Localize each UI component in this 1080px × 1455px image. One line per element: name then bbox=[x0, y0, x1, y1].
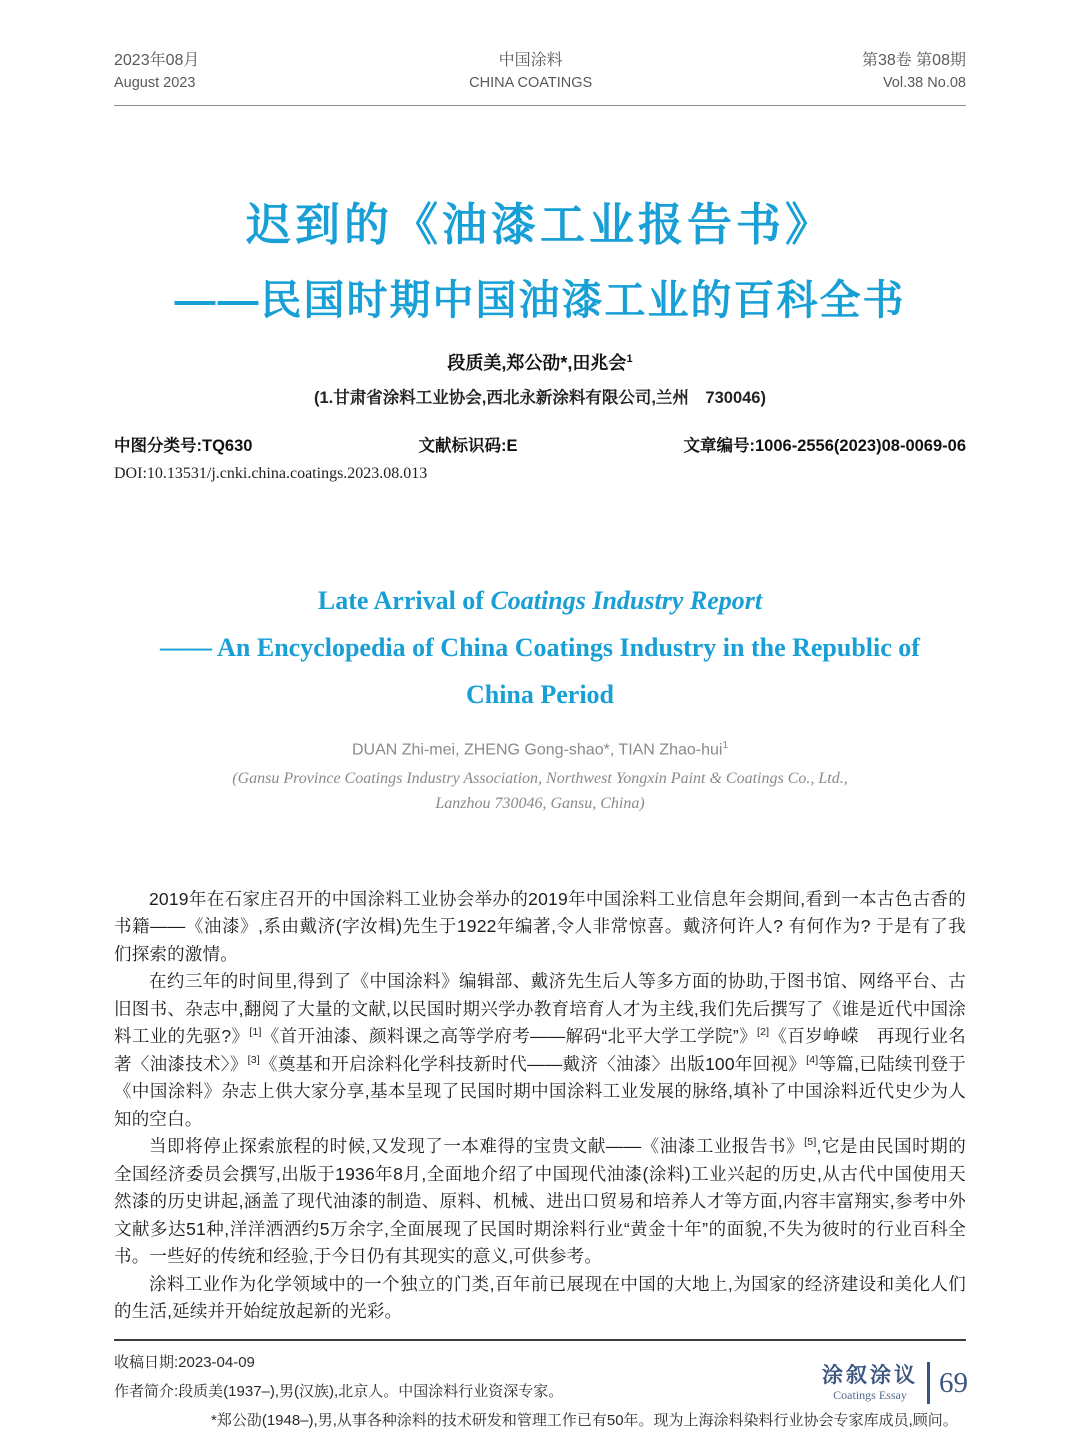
affiliation-en-line2: Lanzhou 730046, Gansu, China) bbox=[435, 794, 645, 812]
footnote-divider bbox=[114, 1339, 966, 1341]
citation-ref-4: [4] bbox=[806, 1054, 819, 1067]
header-date-cn: 2023年08月 bbox=[114, 52, 200, 69]
affiliation-cn: (1.甘肃省涂料工业协会,西北永新涂料有限公司,兰州 730046) bbox=[314, 388, 766, 407]
body-paragraph-2 bbox=[114, 968, 966, 1133]
header-issue-en: Vol.38 No.08 bbox=[882, 75, 966, 91]
header-date bbox=[114, 50, 199, 94]
header-journal-en: CHINA COATINGS bbox=[469, 75, 593, 91]
header-journal-cn: 中国涂料 bbox=[498, 52, 563, 69]
p3-seg2: ,它是由民国时期的全国经济委员会撰写,出版于1936年8月,全面地介绍了中国现代油漆(涂料)工业兴起的历史,从古代中国使用天然漆的历史讲起,涵盖了现代油漆的制造、原料、机械、进出口贸易和培养人才等方面,内容丰富翔实,参考中外文献多达51种,洋洋洒洒约5万余字,全面展现了民国时期涂料行业“黄金十年”的面貌,不失为彼时的行业百科全书。一些好的传统和经验,于今日仍有其现实的意义,可供参考。 bbox=[114, 1136, 966, 1267]
footer-section-en: Coatings Essay bbox=[833, 1387, 907, 1402]
meta-article-no: 文章编号:1006-2556(2023)08-0069-06 bbox=[683, 436, 966, 455]
affiliation-en-line1: (Gansu Province Coatings Industry Association, Northwest Yongxin Paint & Coatings Co., Ltd., bbox=[232, 769, 848, 787]
journal-running-head bbox=[114, 0, 966, 94]
page-number: 69 bbox=[939, 1366, 968, 1399]
authors-cn-sup: 1 bbox=[626, 352, 633, 365]
p2-seg5: 等篇,已陆续刊登于《中国涂料》杂志上供大家分享,基本呈现了民国时期中国涂料工业发展的脉络,填补了中国涂料近代史少为人知的空白。 bbox=[114, 1053, 966, 1129]
footer-divider-bar bbox=[927, 1362, 930, 1404]
header-issue-cn: 第38卷 第08期 bbox=[861, 52, 966, 69]
p2-seg1: 在约三年的时间里,得到了《中国涂料》编辑部、戴济先生后人等多方面的协助,于图书馆、网络平台、古旧图书、杂志中,翻阅了大量的文献,以民国时期兴学办教育培育人才为主线,我们先后撰写了《谁是近代中国涂料工业的先驱?》 bbox=[114, 971, 966, 1047]
citation-ref-5: [5] bbox=[804, 1136, 817, 1149]
authors-en-names: DUAN Zhi-mei, ZHENG Gong-shao*, TIAN Zhao-hui bbox=[351, 740, 723, 758]
authors-en-sup: 1 bbox=[722, 739, 729, 751]
article-title-cn-line2: ——民国时期中国油漆工业的百科全书 bbox=[174, 276, 906, 323]
authors-cn bbox=[114, 349, 966, 375]
header-issue bbox=[862, 50, 966, 94]
meta-doc-code: 文献标识码:E bbox=[418, 436, 518, 455]
p2-seg4: 《奠基和开启涂料化学科技新时代——戴济〈油漆〉出版100年回视》 bbox=[259, 1053, 807, 1074]
citation-ref-3: [3] bbox=[247, 1054, 260, 1067]
article-title-en-line1 bbox=[114, 577, 966, 624]
article-title-en bbox=[114, 577, 966, 718]
footnote-author-bio-1: 作者简介:段质美(1937–),男(汉族),北京人。中国涂料行业资深专家。 bbox=[114, 1382, 564, 1400]
footnote-received-date: 收稿日期:2023-04-09 bbox=[114, 1353, 255, 1371]
footnote-author-bio-2: *郑公劭(1948–),男,从事各种涂料的技术研发和管理工作已有50年。现为上海涂料染料行业协会专家库成员,顾问。 bbox=[211, 1411, 958, 1429]
citation-ref-1: [1] bbox=[249, 1026, 262, 1039]
header-journal-name bbox=[469, 50, 592, 94]
article-meta-row bbox=[114, 432, 966, 456]
meta-clc: 中图分类号:TQ630 bbox=[114, 436, 253, 455]
title-en-regular: Late Arrival of bbox=[317, 585, 491, 615]
p2-seg3: 《百岁峥嵘 再现行业名著〈油漆技术〉》 bbox=[114, 1026, 966, 1074]
header-date-en: August 2023 bbox=[114, 75, 196, 91]
footer-section-cn: 涂叙涂议 bbox=[822, 1363, 918, 1387]
article-body bbox=[114, 886, 966, 1326]
authors-en bbox=[114, 740, 966, 759]
title-en-italic: Coatings Industry Report bbox=[490, 585, 763, 615]
doi: DOI:10.13531/j.cnki.china.coatings.2023.08.013 bbox=[114, 464, 428, 482]
body-paragraph-3 bbox=[114, 1133, 966, 1271]
article-title-en-line3: China Period bbox=[465, 679, 615, 709]
article-title-en-line2: —— An Encyclopedia of China Coatings Industry in the Republic of bbox=[160, 632, 920, 662]
body-paragraph-4: 涂料工业作为化学领域中的一个独立的门类,百年前已展现在中国的大地上,为国家的经济建设和美化人们的生活,延续并开始绽放起新的光彩。 bbox=[114, 1273, 966, 1322]
footer-section bbox=[822, 1364, 918, 1403]
article-title-cn-line1: 迟到的《油漆工业报告书》 bbox=[245, 199, 834, 250]
header-divider bbox=[114, 105, 966, 106]
citation-ref-2: [2] bbox=[756, 1026, 770, 1039]
affiliation-en bbox=[114, 766, 966, 816]
authors-cn-names: 段质美,郑公劭*,田兆会 bbox=[447, 352, 627, 373]
body-paragraph-1: 2019年在石家庄召开的中国涂料工业协会举办的2019年中国涂料工业信息年会期间,看到一本古色古香的书籍——《油漆》,系由戴济(字汝楫)先生于1922年编著,令人非常惊喜。戴济何许人? 有何作为? 于是有了我们探索的激情。 bbox=[114, 888, 966, 964]
article-title-cn bbox=[114, 200, 966, 323]
p3-seg1: 当即将停止探索旅程的时候,又发现了一本难得的宝贵文献——《油漆工业报告书》 bbox=[149, 1136, 805, 1157]
p2-seg2: 《首开油漆、颜料课之高等学府考——解码“北平大学工学院”》 bbox=[261, 1026, 757, 1047]
page-footer bbox=[822, 1362, 968, 1404]
